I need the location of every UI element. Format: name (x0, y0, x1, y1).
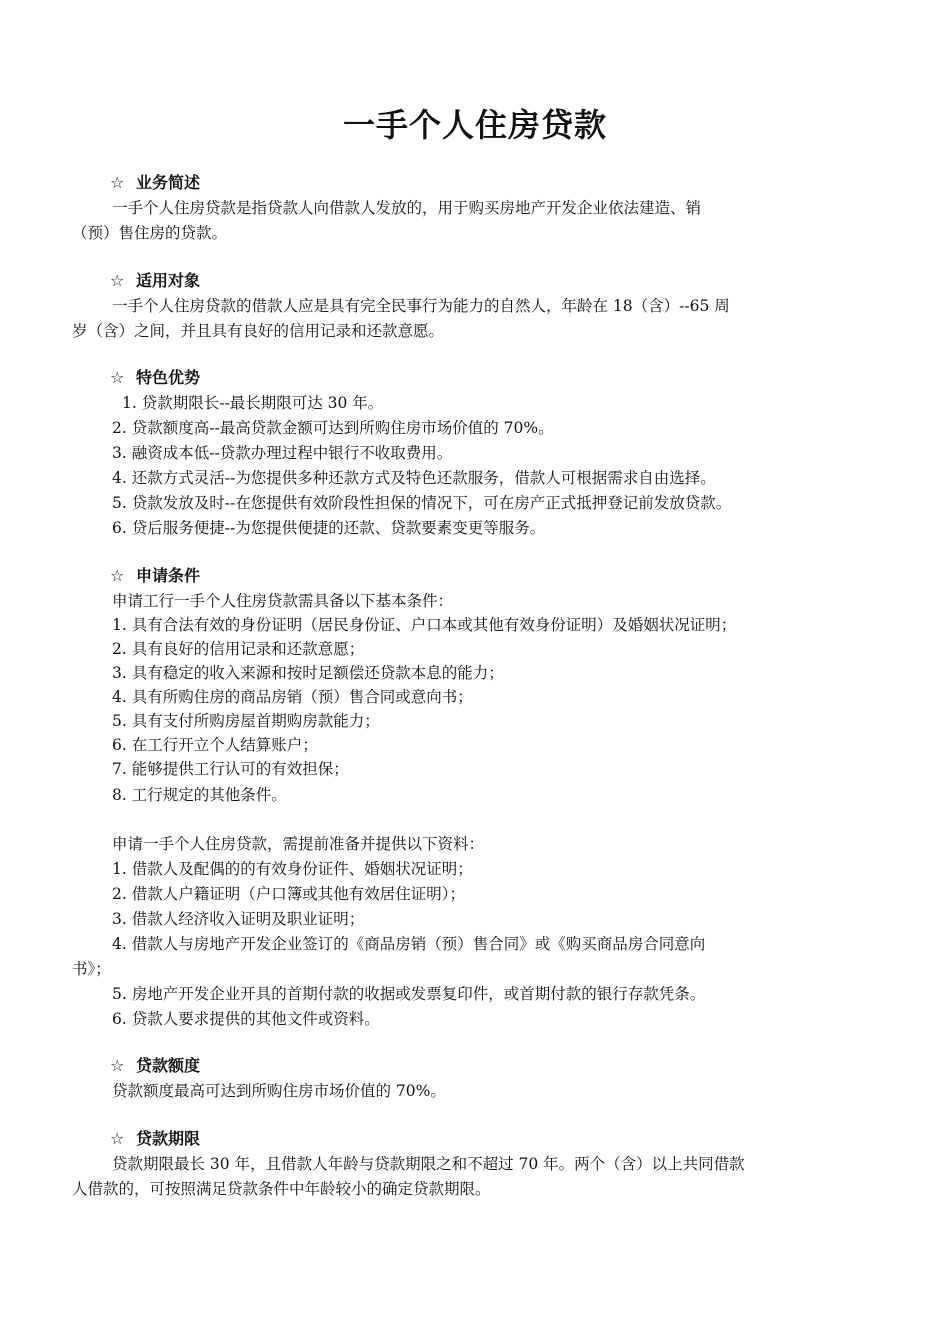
list-item: 1. 借款人及配偶的的有效身份证件、婚姻状况证明； (112, 860, 473, 878)
heading-text: 贷款额度 (136, 1056, 201, 1075)
list-item: 1. 具有合法有效的身份证明（居民身份证、户口本或其他有效身份证明）及婚姻状况证明； (112, 616, 737, 634)
paragraph-line: 人借款的，可按照满足贷款条件中年龄较小的确定贷款期限。 (72, 1180, 491, 1198)
list-item: 4. 具有所购住房的商品房销（预）售合同或意向书； (112, 688, 473, 706)
list-item: 4. 借款人与房地产开发企业签订的《商品房销（预）售合同》或《购买商品房合同意向 (112, 935, 706, 953)
paragraph-line: 贷款期限最长 30 年，且借款人年龄与贷款期限之和不超过 70 年。两个（含）以上共同借款 (112, 1155, 745, 1173)
section-heading-intro (110, 172, 200, 194)
section-heading-term (110, 1128, 200, 1150)
star-icon: ☆ (110, 1056, 125, 1075)
star-icon: ☆ (110, 1129, 125, 1148)
paragraph-line: 岁（含）之间，并且具有良好的信用记录和还款意愿。 (72, 322, 445, 340)
list-item-continuation: 书》； (72, 960, 111, 978)
page-title: 一手个人住房贷款 (342, 106, 607, 144)
paragraph-line: 申请工行一手个人住房贷款需具备以下基本条件： (112, 592, 454, 610)
list-item: 3. 融资成本低--贷款办理过程中银行不收取费用。 (112, 444, 453, 462)
section-heading-target (110, 270, 200, 292)
paragraph-line: 贷款额度最高可达到所购住房市场价值的 70%。 (112, 1082, 446, 1100)
list-item: 6. 在工行开立个人结算账户； (112, 736, 318, 754)
list-item: 8. 工行规定的其他条件。 (112, 786, 287, 804)
paragraph-line: 一手个人住房贷款的借款人应是具有完全民事行为能力的自然人，年龄在 18（含）--65 周 (112, 297, 730, 315)
heading-text: 特色优势 (136, 368, 201, 387)
star-icon: ☆ (110, 271, 125, 290)
section-heading-amount (110, 1055, 200, 1077)
list-item: 2. 借款人户籍证明（户口簿或其他有效居住证明）； (112, 885, 465, 903)
paragraph-line: （预）售住房的贷款。 (72, 224, 228, 242)
section-heading-conditions (110, 565, 200, 587)
paragraph-line: 一手个人住房贷款是指贷款人向借款人发放的，用于购买房地产开发企业依法建造、销 (112, 199, 702, 217)
list-item: 4. 还款方式灵活--为您提供多种还款方式及特色还款服务，借款人可根据需求自由选择。 (112, 469, 716, 487)
heading-text: 贷款期限 (136, 1129, 201, 1148)
heading-text: 申请条件 (136, 566, 201, 585)
list-item: 5. 贷款发放及时--在您提供有效阶段性担保的情况下，可在房产正式抵押登记前发放贷款。 (112, 494, 732, 512)
heading-text: 适用对象 (136, 271, 201, 290)
section-heading-features (110, 367, 200, 389)
list-item: 6. 贷后服务便捷--为您提供便捷的还款、贷款要素变更等服务。 (112, 519, 546, 537)
list-item: 6. 贷款人要求提供的其他文件或资料。 (112, 1010, 380, 1028)
star-icon: ☆ (110, 368, 125, 387)
list-item: 7. 能够提供工行认可的有效担保； (112, 760, 349, 778)
star-icon: ☆ (110, 566, 125, 585)
paragraph-line: 申请一手个人住房贷款，需提前准备并提供以下资料： (112, 835, 485, 853)
star-icon: ☆ (110, 173, 125, 192)
list-item: 3. 具有稳定的收入来源和按时足额偿还贷款本息的能力； (112, 664, 504, 682)
heading-text: 业务简述 (136, 173, 201, 192)
list-item: 5. 房地产开发企业开具的首期付款的收据或发票复印件，或首期付款的银行存款凭条。 (112, 985, 706, 1003)
list-item: 1. 贷款期限长--最长期限可达 30 年。 (122, 394, 384, 412)
list-item: 3. 借款人经济收入证明及职业证明； (112, 910, 365, 928)
list-item: 2. 贷款额度高--最高贷款金额可达到所购住房市场价值的 70%。 (112, 419, 554, 437)
list-item: 5. 具有支付所购房屋首期购房款能力； (112, 712, 380, 730)
list-item: 2. 具有良好的信用记录和还款意愿； (112, 640, 365, 658)
